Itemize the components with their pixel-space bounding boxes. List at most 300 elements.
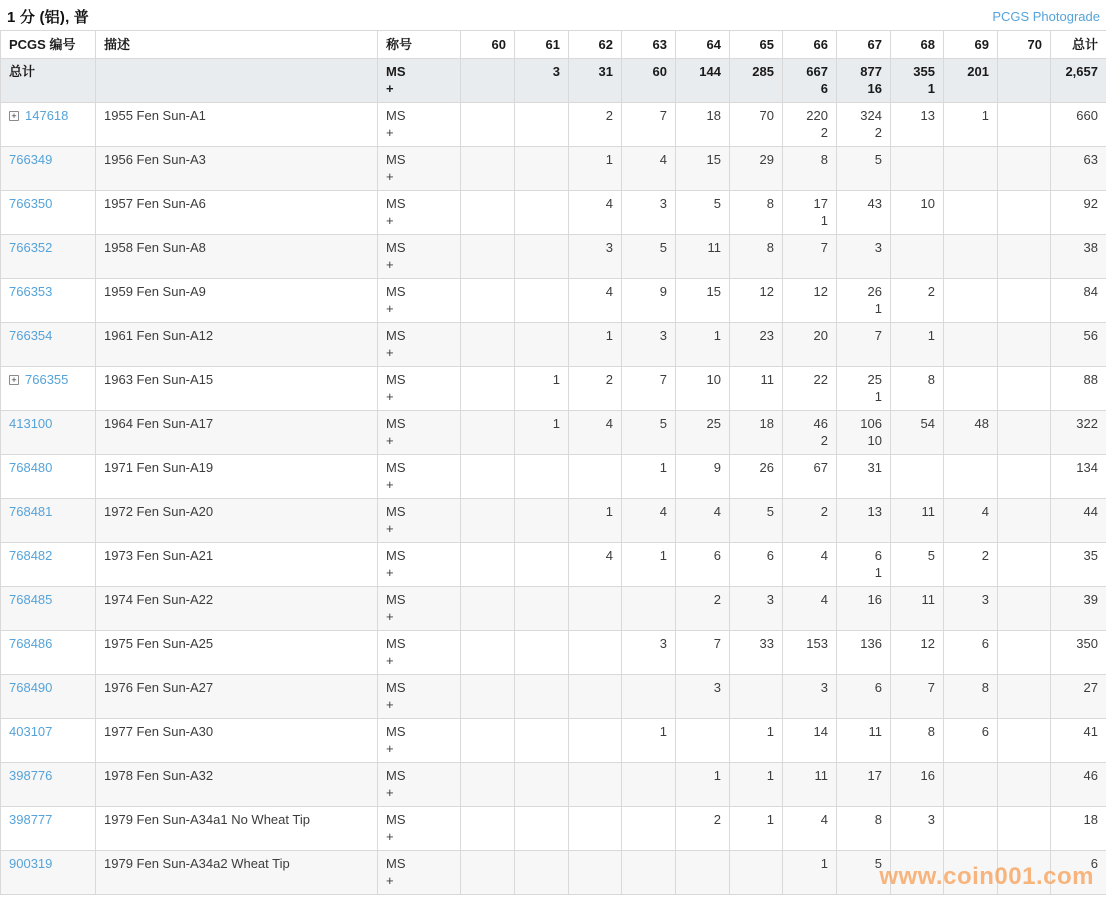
- grade-cell: [676, 499, 730, 543]
- grade-cell: [944, 411, 998, 455]
- grade-count: 4: [605, 196, 613, 211]
- grade-cell: [730, 103, 783, 147]
- grade-count: 2: [605, 108, 613, 123]
- grade-cell: [461, 763, 515, 807]
- grade-count: 11: [921, 592, 935, 607]
- pcgs-number-link[interactable]: 403107: [9, 724, 53, 739]
- grade-cell: [515, 631, 569, 675]
- designation-line: +: [386, 609, 394, 624]
- row-total-cell: 44: [1051, 499, 1106, 543]
- row-total-cell: 660: [1051, 103, 1106, 147]
- grade-cell: [569, 587, 622, 631]
- grade-count: 4: [713, 504, 721, 519]
- totals-grade-cell: [783, 59, 837, 103]
- description-cell: 1956 Fen Sun-A3: [96, 147, 378, 191]
- grade-cell: [944, 279, 998, 323]
- pcgs-number-link[interactable]: 768482: [9, 548, 53, 563]
- grade-count: 1: [713, 328, 721, 343]
- pcgs-number-link[interactable]: 147618: [25, 108, 69, 123]
- grade-cell: [515, 587, 569, 631]
- pcgs-number-link[interactable]: 766352: [9, 240, 53, 255]
- designation-line: +: [386, 873, 394, 888]
- pcgs-number-link[interactable]: 768480: [9, 460, 53, 475]
- designation-line: MS: [386, 548, 406, 563]
- grade-cell: [622, 147, 676, 191]
- designation-line: MS: [386, 284, 406, 299]
- grade-cell: [998, 191, 1051, 235]
- grade-cell: [515, 719, 569, 763]
- grade-cell: [622, 367, 676, 411]
- grade-cell: [676, 631, 730, 675]
- grade-count: 8: [874, 812, 882, 827]
- pcgs-photograde-link[interactable]: PCGS Photograde: [992, 8, 1100, 24]
- grade-plus-count: 1: [874, 389, 882, 404]
- grade-count: 14: [813, 724, 828, 739]
- grade-count: 1: [605, 504, 613, 519]
- grade-cell: [730, 455, 783, 499]
- grade-cell: [515, 411, 569, 455]
- designation-line: MS: [386, 64, 406, 79]
- table-row: [1, 279, 1106, 323]
- grade-count: 16: [867, 592, 882, 607]
- designation-line: +: [386, 301, 394, 316]
- designation-line: +: [386, 81, 394, 96]
- grade-cell: [622, 499, 676, 543]
- grade-cell: [944, 807, 998, 851]
- grade-count: 60: [652, 64, 667, 79]
- pcgs-number-link[interactable]: 768485: [9, 592, 53, 607]
- pcgs-number-link[interactable]: 413100: [9, 416, 53, 431]
- description-cell: 1958 Fen Sun-A8: [96, 235, 378, 279]
- pcgs-number-cell: [1, 851, 96, 895]
- header-grade-69: 69: [944, 31, 998, 59]
- grade-count: 70: [759, 108, 774, 123]
- grade-cell: [783, 675, 837, 719]
- grade-cell: [998, 587, 1051, 631]
- grade-count: 3: [766, 592, 774, 607]
- grade-cell: [730, 851, 783, 895]
- grade-plus-count: 1: [927, 81, 935, 96]
- grade-count: 2: [713, 812, 721, 827]
- grade-cell: [891, 367, 944, 411]
- grade-cell: [676, 411, 730, 455]
- grade-count: 7: [874, 328, 882, 343]
- grade-cell: [569, 807, 622, 851]
- grade-count: 8: [766, 240, 774, 255]
- grade-cell: [837, 103, 891, 147]
- grade-count: 15: [706, 152, 721, 167]
- grade-cell: [730, 675, 783, 719]
- grade-count: 25: [706, 416, 721, 431]
- totals-row: [1, 59, 1106, 103]
- grade-count: 12: [813, 284, 828, 299]
- grade-count: 18: [706, 108, 721, 123]
- grade-count: 136: [860, 636, 882, 651]
- grade-count: 15: [706, 284, 721, 299]
- designation-line: +: [386, 125, 394, 140]
- grade-count: 46: [813, 416, 828, 431]
- grade-cell: [676, 587, 730, 631]
- grade-cell: [569, 411, 622, 455]
- description-cell: 1974 Fen Sun-A22: [96, 587, 378, 631]
- grade-cell: [783, 631, 837, 675]
- grade-count: 29: [759, 152, 774, 167]
- grade-count: 23: [759, 328, 774, 343]
- pcgs-number-link[interactable]: 398777: [9, 812, 53, 827]
- pcgs-number-cell: [1, 675, 96, 719]
- grade-plus-count: 16: [867, 81, 882, 96]
- grade-cell: [569, 455, 622, 499]
- grade-cell: [461, 631, 515, 675]
- grade-cell: [837, 587, 891, 631]
- grade-cell: [461, 587, 515, 631]
- grade-cell: [944, 587, 998, 631]
- grade-count: 2: [981, 548, 989, 563]
- grade-count: 2: [605, 372, 613, 387]
- grade-cell: [998, 543, 1051, 587]
- grade-cell: [515, 807, 569, 851]
- designation-line: +: [386, 257, 394, 272]
- grade-count: 5: [766, 504, 774, 519]
- pcgs-number-cell: [1, 807, 96, 851]
- grade-cell: [622, 675, 676, 719]
- grade-cell: [622, 323, 676, 367]
- grade-count: 3: [605, 240, 613, 255]
- grade-count: 11: [707, 240, 721, 255]
- header-grade-66: 66: [783, 31, 837, 59]
- row-total-cell: 41: [1051, 719, 1106, 763]
- grade-cell: [461, 543, 515, 587]
- table-row: [1, 807, 1106, 851]
- grade-cell: [730, 411, 783, 455]
- grade-count: 3: [713, 680, 721, 695]
- grade-cell: [676, 103, 730, 147]
- grade-cell: [998, 763, 1051, 807]
- grade-cell: [998, 455, 1051, 499]
- designation-line: MS: [386, 372, 406, 387]
- totals-grade-cell: [891, 59, 944, 103]
- table-row: [1, 719, 1106, 763]
- grade-plus-count: 2: [820, 125, 828, 140]
- grade-cell: [730, 807, 783, 851]
- grade-count: 11: [760, 372, 774, 387]
- grade-cell: [622, 279, 676, 323]
- grade-count: 1: [659, 460, 667, 475]
- grade-cell: [891, 103, 944, 147]
- grade-cell: [461, 499, 515, 543]
- grade-cell: [622, 631, 676, 675]
- pcgs-number-cell: [1, 455, 96, 499]
- grade-count: 4: [605, 548, 613, 563]
- table-row: [1, 191, 1106, 235]
- grade-count: 4: [605, 416, 613, 431]
- grade-cell: [676, 323, 730, 367]
- grade-count: 3: [927, 812, 935, 827]
- grade-cell: [891, 763, 944, 807]
- header-description: 描述: [96, 31, 378, 59]
- grade-cell: [944, 631, 998, 675]
- grade-count: 1: [766, 812, 774, 827]
- grade-cell: [998, 675, 1051, 719]
- designation-cell: [378, 147, 461, 191]
- description-cell: 1979 Fen Sun-A34a1 No Wheat Tip: [96, 807, 378, 851]
- grade-count: 5: [927, 548, 935, 563]
- grade-cell: [837, 323, 891, 367]
- grade-cell: [783, 763, 837, 807]
- designation-line: MS: [386, 328, 406, 343]
- grade-count: 1: [552, 372, 560, 387]
- header-grade-64: 64: [676, 31, 730, 59]
- grade-cell: [891, 499, 944, 543]
- pcgs-number-cell: [1, 543, 96, 587]
- grade-count: 22: [813, 372, 828, 387]
- grade-cell: [837, 235, 891, 279]
- designation-line: +: [386, 345, 394, 360]
- pcgs-number-link[interactable]: 768490: [9, 680, 53, 695]
- grade-cell: [783, 499, 837, 543]
- grade-cell: [891, 411, 944, 455]
- grade-count: 13: [920, 108, 935, 123]
- grade-count: 12: [920, 636, 935, 651]
- grade-cell: [837, 367, 891, 411]
- grade-cell: [730, 631, 783, 675]
- grade-cell: [837, 455, 891, 499]
- grade-count: 1: [605, 152, 613, 167]
- designation-line: MS: [386, 636, 406, 651]
- grade-count: 4: [820, 548, 828, 563]
- designation-line: +: [386, 785, 394, 800]
- grade-count: 31: [598, 64, 613, 79]
- grade-cell: [837, 763, 891, 807]
- grade-cell: [622, 851, 676, 895]
- grade-cell: [461, 807, 515, 851]
- grade-cell: [944, 455, 998, 499]
- grade-count: 7: [713, 636, 721, 651]
- designation-cell: [378, 59, 461, 103]
- designation-line: MS: [386, 724, 406, 739]
- pcgs-number-link[interactable]: 900319: [9, 856, 53, 871]
- grade-cell: [783, 807, 837, 851]
- grade-count: 8: [766, 196, 774, 211]
- grade-count: 7: [659, 108, 667, 123]
- grade-count: 11: [868, 724, 882, 739]
- grade-count: 11: [814, 768, 828, 783]
- grade-count: 17: [813, 196, 828, 211]
- grade-count: 8: [927, 724, 935, 739]
- table-row: [1, 851, 1106, 895]
- pcgs-number-link[interactable]: 766349: [9, 152, 53, 167]
- grade-count: 5: [659, 240, 667, 255]
- grade-cell: [569, 851, 622, 895]
- grade-cell: [891, 235, 944, 279]
- grade-cell: [569, 719, 622, 763]
- grade-count: 3: [659, 196, 667, 211]
- grade-cell: [891, 323, 944, 367]
- grade-cell: [891, 191, 944, 235]
- row-total-cell: 88: [1051, 367, 1106, 411]
- watermark: www.coin001.com: [879, 863, 1094, 890]
- grade-cell: [783, 367, 837, 411]
- grade-plus-count: 2: [820, 433, 828, 448]
- grade-cell: [569, 499, 622, 543]
- grade-cell: [569, 631, 622, 675]
- grade-plus-count: 1: [820, 213, 828, 228]
- header-grade-65: 65: [730, 31, 783, 59]
- grade-cell: [783, 147, 837, 191]
- designation-cell: [378, 103, 461, 147]
- description-cell: 1979 Fen Sun-A34a2 Wheat Tip: [96, 851, 378, 895]
- grade-cell: [461, 675, 515, 719]
- designation-cell: [378, 411, 461, 455]
- grade-plus-count: 2: [874, 125, 882, 140]
- grade-cell: [569, 279, 622, 323]
- header-grade-61: 61: [515, 31, 569, 59]
- grade-cell: [461, 103, 515, 147]
- grade-count: 20: [813, 328, 828, 343]
- description-cell: 1963 Fen Sun-A15: [96, 367, 378, 411]
- designation-cell: [378, 807, 461, 851]
- grade-cell: [461, 235, 515, 279]
- grade-cell: [998, 323, 1051, 367]
- row-total-cell: 35: [1051, 543, 1106, 587]
- description-cell: 1959 Fen Sun-A9: [96, 279, 378, 323]
- grade-cell: [622, 807, 676, 851]
- grade-cell: [783, 323, 837, 367]
- grade-count: 5: [874, 856, 882, 871]
- grade-count: 6: [874, 680, 882, 695]
- grade-cell: [837, 279, 891, 323]
- grade-cell: [944, 499, 998, 543]
- description-cell: 1964 Fen Sun-A17: [96, 411, 378, 455]
- grade-count: 4: [659, 152, 667, 167]
- designation-cell: [378, 543, 461, 587]
- totals-grade-cell: [730, 59, 783, 103]
- grade-cell: [730, 543, 783, 587]
- grade-count: 5: [713, 196, 721, 211]
- grade-count: 12: [759, 284, 774, 299]
- row-total-cell: 27: [1051, 675, 1106, 719]
- header-grade-70: 70: [998, 31, 1051, 59]
- header-grade-62: 62: [569, 31, 622, 59]
- grade-count: 106: [860, 416, 882, 431]
- grade-count: 8: [820, 152, 828, 167]
- grade-cell: [837, 543, 891, 587]
- grade-cell: [515, 191, 569, 235]
- grade-count: 6: [874, 548, 882, 563]
- pcgs-number-link[interactable]: 768486: [9, 636, 53, 651]
- grade-count: 1: [659, 548, 667, 563]
- grade-count: 1: [927, 328, 935, 343]
- description-cell: 1957 Fen Sun-A6: [96, 191, 378, 235]
- designation-line: MS: [386, 504, 406, 519]
- totals-description-cell: [96, 59, 378, 103]
- pcgs-number-link[interactable]: 398776: [9, 768, 53, 783]
- grade-cell: [515, 235, 569, 279]
- grade-count: 7: [659, 372, 667, 387]
- grade-cell: [837, 675, 891, 719]
- grade-cell: [461, 147, 515, 191]
- grade-cell: [891, 543, 944, 587]
- pcgs-number-cell: [1, 103, 96, 147]
- grade-count: 9: [713, 460, 721, 475]
- grade-cell: [891, 851, 944, 895]
- grade-count: 7: [927, 680, 935, 695]
- top-bar: [0, 0, 1106, 30]
- population-table: [0, 30, 1106, 895]
- grade-count: 4: [820, 812, 828, 827]
- grade-cell: [676, 455, 730, 499]
- grade-count: 8: [981, 680, 989, 695]
- pcgs-number-link[interactable]: 766354: [9, 328, 53, 343]
- grade-cell: [944, 851, 998, 895]
- grade-cell: [837, 807, 891, 851]
- grade-count: 67: [813, 460, 828, 475]
- grade-cell: [998, 103, 1051, 147]
- grade-count: 324: [860, 108, 882, 123]
- grade-cell: [837, 851, 891, 895]
- designation-line: MS: [386, 768, 406, 783]
- grade-plus-count: 1: [874, 301, 882, 316]
- grade-cell: [676, 367, 730, 411]
- grade-cell: [944, 367, 998, 411]
- designation-cell: [378, 455, 461, 499]
- designation-cell: [378, 763, 461, 807]
- table-row: [1, 631, 1106, 675]
- pcgs-number-link[interactable]: 766355: [25, 372, 69, 387]
- expand-icon[interactable]: +: [9, 111, 19, 121]
- grade-cell: [837, 411, 891, 455]
- grade-cell: [622, 719, 676, 763]
- grade-cell: [569, 147, 622, 191]
- pcgs-number-link[interactable]: 768481: [9, 504, 53, 519]
- row-total-cell: 322: [1051, 411, 1106, 455]
- grade-cell: [676, 279, 730, 323]
- grade-cell: [622, 587, 676, 631]
- description-cell: 1971 Fen Sun-A19: [96, 455, 378, 499]
- pcgs-number-link[interactable]: 766350: [9, 196, 53, 211]
- grade-count: 877: [860, 64, 882, 79]
- designation-line: +: [386, 477, 394, 492]
- designation-cell: [378, 675, 461, 719]
- totals-grade-cell: [569, 59, 622, 103]
- grade-count: 3: [659, 328, 667, 343]
- designation-line: +: [386, 741, 394, 756]
- designation-line: +: [386, 433, 394, 448]
- designation-line: +: [386, 169, 394, 184]
- grade-cell: [622, 411, 676, 455]
- expand-icon[interactable]: +: [9, 375, 19, 385]
- pcgs-number-cell: [1, 631, 96, 675]
- grade-count: 1: [659, 724, 667, 739]
- row-total-cell: 38: [1051, 235, 1106, 279]
- grade-cell: [891, 675, 944, 719]
- pcgs-number-link[interactable]: 766353: [9, 284, 53, 299]
- grade-count: 4: [981, 504, 989, 519]
- grade-count: 2: [927, 284, 935, 299]
- table-rows: [1, 103, 1106, 895]
- grade-count: 16: [920, 768, 935, 783]
- grade-cell: [944, 147, 998, 191]
- description-cell: 1955 Fen Sun-A1: [96, 103, 378, 147]
- grade-count: 54: [920, 416, 935, 431]
- designation-line: MS: [386, 680, 406, 695]
- table-row: [1, 587, 1106, 631]
- designation-line: MS: [386, 460, 406, 475]
- grade-count: 25: [867, 372, 882, 387]
- grade-cell: [944, 543, 998, 587]
- grade-cell: [783, 543, 837, 587]
- designation-line: +: [386, 389, 394, 404]
